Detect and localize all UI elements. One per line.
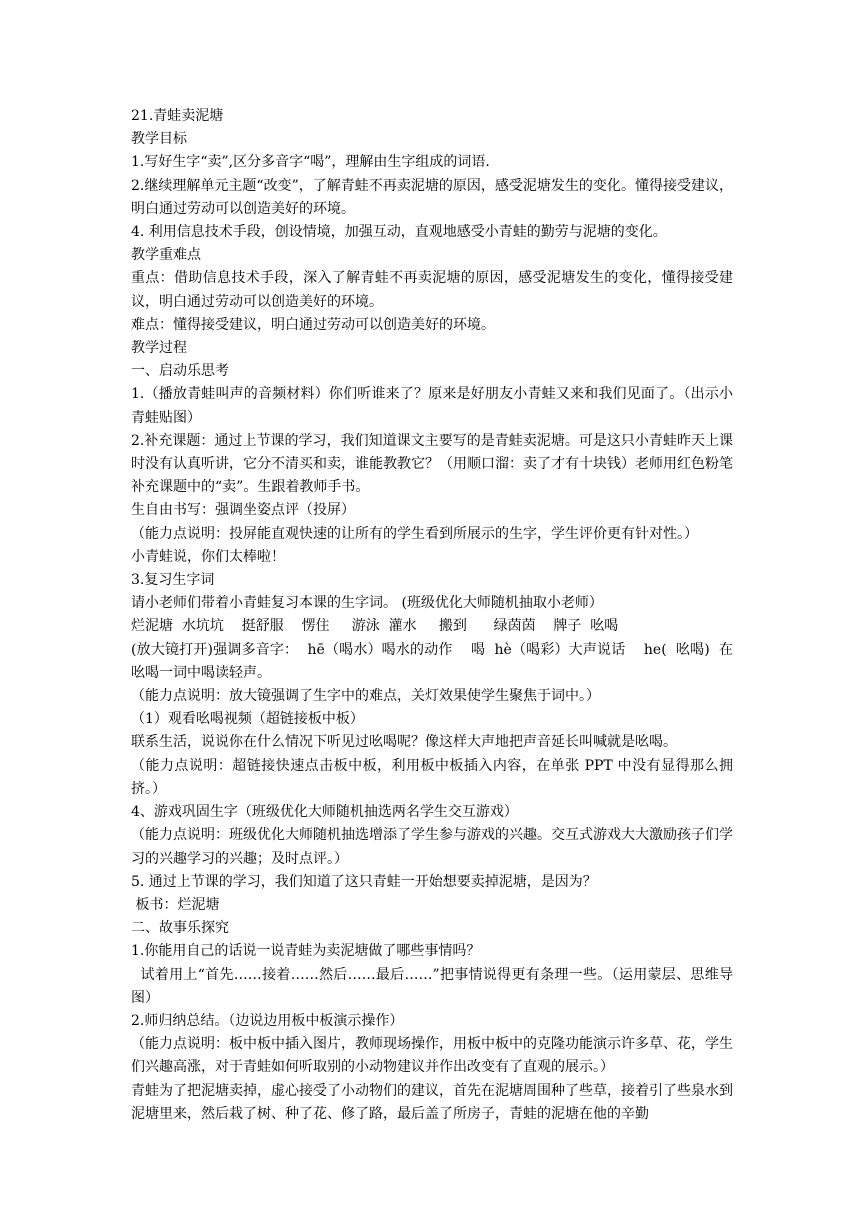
paragraph: 2.补充课题：通过上节课的学习，我们知道课文主要写的是青蛙卖泥塘。可是这只小青蛙昨天上课时没有认真听讲，它分不清买和卖，谁能教教它？（用顺口溜：卖了才有十块钱）老师用红色粉笔补充课题中的“卖”。生跟着教师手书。 (131, 432, 733, 496)
paragraph: 联系生活，说说你在什么情况下听见过吆喝呢？像这样大声地把声音延长叫喊就是吆喝。 (131, 734, 677, 751)
paragraph: 2.师归纳总结。（边说边用板中板演示操作） (131, 1012, 404, 1029)
paragraph: 难点：懂得接受建议，明白通过劳动可以创造美好的环境。 (131, 316, 495, 333)
section-heading: 二、故事乐探究 (131, 920, 229, 937)
paragraph: 4. 利用信息技术手段，创设情境，加强互动，直观地感受小青蛙的勤劳与泥塘的变化。 (131, 224, 667, 241)
lesson-title: 21.青蛙卖泥塘 (131, 108, 224, 124)
paragraph: 生自由书写：强调坐姿点评（投屏） (131, 502, 355, 519)
paragraph: 重点：借助信息技术手段，深入了解青蛙不再卖泥塘的原因，感受泥塘发生的变化，懂得接受建议，明白通过劳动可以创造美好的环境。 (131, 270, 733, 310)
paragraph: （1）观看吆喝视频（超链接板中板） (131, 711, 364, 728)
paragraph: 青蛙为了把泥塘卖掉，虚心接受了小动物们的建议，首先在泥塘周围种了些草，接着引了些泉水到泥塘里来，然后栽了树、种了花、修了路，最后盖了所房子，青蛙的泥塘在他的辛勤 (131, 1082, 733, 1122)
section-heading: 教学重难点 (131, 247, 201, 264)
paragraph: （能力点说明：班级优化大师随机抽选增添了学生参与游戏的兴趣。交互式游戏大大激励孩子们学习的兴趣学习的兴趣；及时点评。） (131, 827, 733, 867)
section-heading: 教学目标 (131, 131, 187, 148)
paragraph: 5. 通过上节课的学习，我们知道了这只青蛙一开始想要卖掉泥塘，是因为？ (131, 873, 597, 890)
paragraph: 1.你能用自己的话说一说青蛙为卖泥塘做了哪些事情吗？ (131, 943, 481, 960)
paragraph: 2.继续理解单元主题“改变”，了解青蛙不再卖泥塘的原因，感受泥塘发生的变化。懂得接受建议，明白通过劳动可以创造美好的环境。 (131, 177, 733, 217)
paragraph: （能力点说明：超链接快速点击板中板，利用板中板插入内容，在单张 PPT 中没有显得那么拥挤。） (131, 757, 733, 797)
paragraph: 请小老师们带着小青蛙复习本课的生字词。 (班级优化大师随机抽取小老师） (131, 595, 603, 612)
section-heading: 一、启动乐思考 (131, 363, 229, 380)
document-body (131, 105, 733, 1126)
paragraph: 试着用上“首先……接着……然后……最后……”把事情说得更有条理一些。（运用蒙层、思维导图） (131, 966, 734, 1006)
paragraph: （能力点说明：板中板中插入图片，教师现场操作，用板中板中的克隆功能演示许多草、花，学生们兴趣高涨，对于青蛙如何听取别的小动物建议并作出改变有了直观的展示。） (131, 1036, 733, 1076)
section-heading: 3.复习生字词 (131, 572, 215, 589)
paragraph: 板书：烂泥塘 (131, 896, 220, 913)
paragraph: 小青蛙说，你们太棒啦！ (131, 548, 285, 565)
paragraph: （能力点说明：放大镜强调了生字中的难点，关灯效果使学生聚焦于词中。） (131, 688, 600, 705)
paragraph: 1.（播放青蛙叫声的音频材料）你们听谁来了？原来是好朋友小青蛙又来和我们见面了。（出示小青蛙贴图） (131, 386, 733, 426)
paragraph: 1.写好生字“卖”,区分多音字“喝”，理解由生字组成的词语. (131, 154, 490, 171)
section-heading: 教学过程 (131, 340, 187, 357)
paragraph: （能力点说明：投屏能直观快速的让所有的学生看到所展示的生字，学生评价更有针对性。） (131, 525, 698, 542)
section-heading: 4、游戏巩固生字（班级优化大师随机抽选两名学生交互游戏） (131, 804, 518, 821)
paragraph: (放大镜打开)强调多音字： hē（喝水）喝水的动作 喝 hè（喝彩）大声说话 he( 吆喝) 在吆喝一词中喝读轻声。 (131, 641, 733, 681)
word-list: 烂泥塘 水坑坑 挺舒服 愣住 游泳 灌水 搬到 绿茵茵 牌子 吆喝 (131, 618, 619, 635)
